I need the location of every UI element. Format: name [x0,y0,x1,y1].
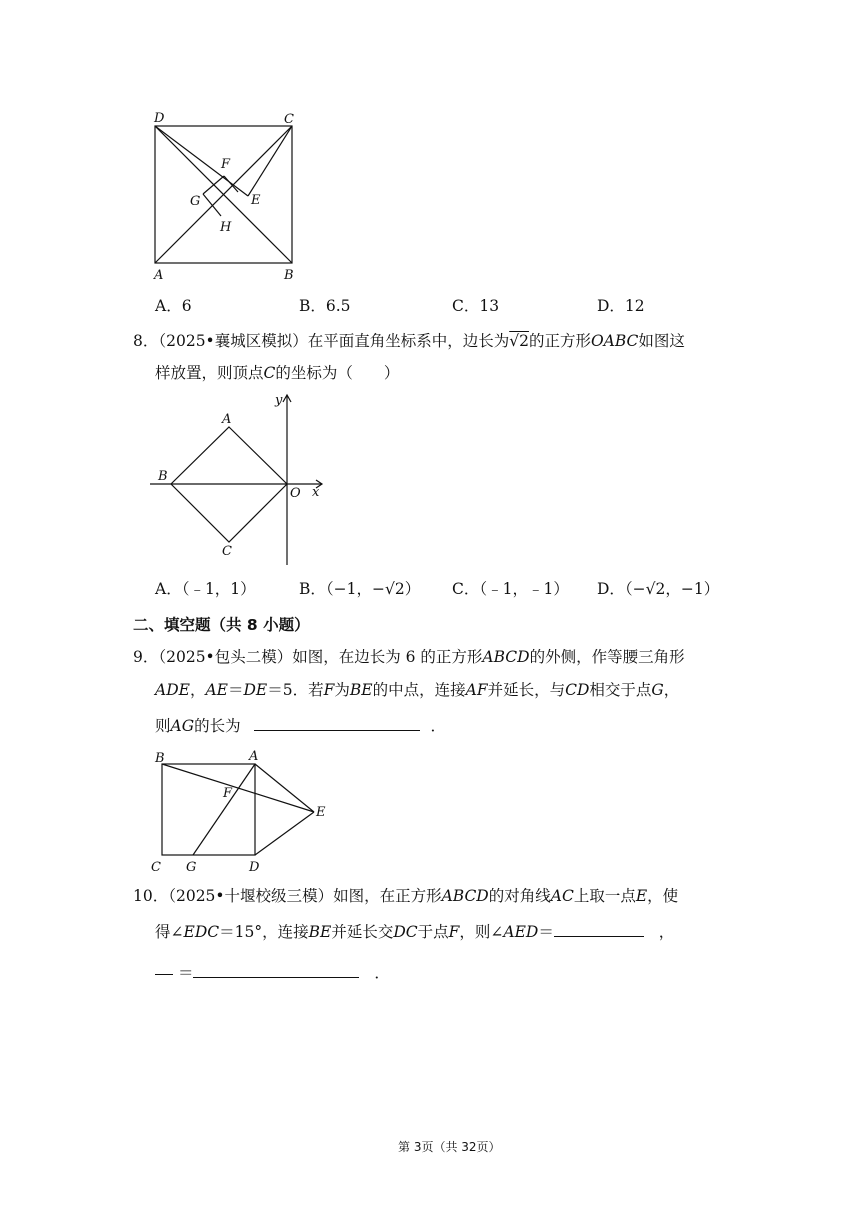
q7-label-A: A [154,268,164,283]
q7-line-FE [224,176,238,192]
q8-label-O: O [290,486,301,501]
q7-label-C: C [284,112,294,127]
q9-stem-line2: ADE，AE＝DE＝5．若F为BE的中点，连接AF并延长，与CD相交于点G， [155,681,680,699]
q9-line-DE [255,812,314,855]
q9-label-B: B [155,751,165,766]
q8-stem-line2: 样放置，则顶点C的坐标为（ ） [155,364,400,382]
q8-label-y: y [275,393,283,408]
q9-label-E: E [316,805,326,820]
q7-label-G: G [190,194,201,209]
q7-line-DE [155,126,248,196]
q9-label-C: C [151,860,161,875]
q7-label-H: H [220,220,232,235]
q8-option-c: C．（﹣1，﹣1） [452,580,569,598]
q9-stem-line3: 则AG的长为 ． [155,714,446,736]
q8-label-B: B [158,469,168,484]
q9-stem-line1: 9．（2025•包头二模）如图，在边长为 6 的正方形ABCD的外侧，作等腰三角形 [133,648,685,666]
q9-label-D: D [249,860,260,875]
q7-option-a: A．6 [155,297,192,315]
q10-stem-line2: 得∠EDC＝15°，连接BE并延长交DC于点F，则∠AED＝ ， [155,920,674,942]
sqrt2: √2 [509,332,529,350]
q7-label-D: D [154,111,165,126]
page-footer: 第 3页（共 32页） [398,1140,501,1154]
q7-option-c: C．13 [452,297,500,315]
fraction-bar [155,974,173,975]
q8-label-x: x [312,485,320,500]
q8-label-C: C [222,544,232,559]
q10-answer-blank-1[interactable] [554,920,644,937]
q10-answer-blank-2[interactable] [193,961,359,978]
q7-label-B: B [284,268,294,283]
q9-figure [146,744,336,876]
q9-label-A: A [249,749,259,764]
q8-label-A: A [222,412,232,427]
q7-option-d: D．12 [597,297,645,315]
q9-square [162,764,255,855]
q7-figure [145,108,310,288]
q7-label-F: F [221,157,231,172]
q7-line-CE [248,126,292,196]
q9-line-AG [193,764,255,855]
q8-option-a: A．（﹣1，1） [155,580,256,598]
section-heading: 二、填空题（共 8 小题） [133,616,310,634]
q9-line-AE [255,764,314,812]
q10-stem-line3: ＝ ． [155,961,390,983]
q7-option-b: B．6.5 [299,297,351,315]
q8-option-b: B．（−1，−√2） [299,580,421,598]
q8-figure [150,392,335,570]
q10-stem-line1: 10．（2025•十堰校级三模）如图，在正方形ABCD的对角线AC上取一点E，使 [133,887,679,905]
q9-label-G: G [186,860,197,875]
q9-answer-blank[interactable] [254,714,420,731]
q8-option-d: D．（−√2，−1） [597,580,720,598]
q8-stem-line1: 8．（2025•襄城区模拟）在平面直角坐标系中，边长为√2的正方形OABC如图这 [133,332,685,350]
q7-label-E: E [251,193,261,208]
q9-label-F: F [223,786,233,801]
